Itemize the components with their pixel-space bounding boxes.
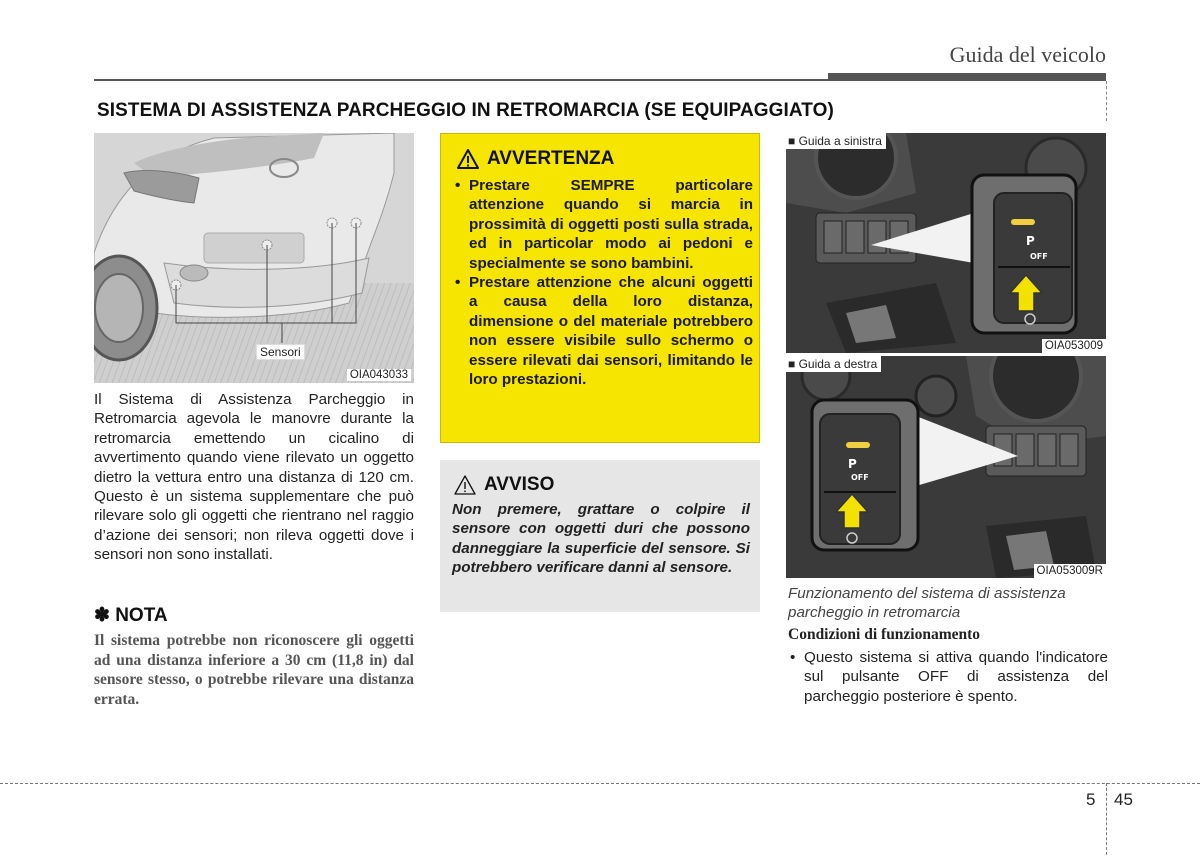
margin-guide-top <box>1106 81 1107 121</box>
warning-box <box>440 133 760 443</box>
conditions-item: • Questo sistema si attiva quando l'indicatore sul pulsante OFF di assistenza del parcheggio posteriore è spento. <box>788 648 1108 706</box>
warning-title-text: AVVERTENZA <box>487 148 615 169</box>
page-number: 45 <box>1114 790 1133 809</box>
note-title: ✽ NOTA <box>94 605 168 626</box>
warning-item: • Prestare attenzione che alcuni oggetti a causa della loro distanza, dimensione o del materiale potrebbero non essere visibile sullo schermo o essere rilevati dai sensori, limitando le loro prestazioni. <box>453 273 753 389</box>
intro-paragraph: Il Sistema di Assistenza Parcheggio in Retromarcia agevola le manovre durante la retromarcia emettendo un cicalino di avvertimento quando viene rilevato un oggetto dietro la vettura entro una distanza di 120 cm. Questo è un sistema supplementare che può rilevare solo gli oggetti che rientrano nel raggio d’azione dei sensori; non rileva oggetti dove i sensori non sono installati. <box>94 391 414 564</box>
figure-code: OIA053009 <box>1042 339 1106 353</box>
note-text: Il sistema potrebbe non riconoscere gli oggetti ad una distanza inferiore a 30 cm (11,8 in) dal sensore stesso, o potrebbe rilevare una distanza errata. <box>94 632 414 708</box>
svg-text:P: P <box>1026 234 1035 248</box>
dashboard-illustration-rhd <box>786 356 1106 578</box>
car-rear-illustration <box>94 133 414 383</box>
lhd-dashboard-photo <box>786 133 1106 353</box>
conditions-title: Condizioni di funzionamento <box>788 626 981 643</box>
dashboard-illustration-lhd <box>786 133 1106 353</box>
svg-text:P: P <box>848 457 857 471</box>
caution-triangle-icon <box>454 475 476 495</box>
warning-triangle-icon <box>457 149 479 169</box>
warning-item: • Prestare SEMPRE particolare attenzione quando si marcia in prossimità di oggetti posti sulla strada, ed in particolar modo ai pedoni e specialmente se sono bambini. <box>453 176 753 273</box>
rhd-dashboard-photo <box>786 356 1106 578</box>
notice-box <box>440 460 760 612</box>
off-button-text: OFF <box>851 473 869 482</box>
running-head: Guida del veicolo <box>949 42 1106 67</box>
sensors-label: Sensori <box>256 344 305 360</box>
warning-title <box>457 148 614 170</box>
header-rule-accent <box>828 73 1106 81</box>
notice-text: Non premere, grattare o colpire il sensore con oggetti duri che possono danneggiare la superficie del sensore. Si potrebbero verificare danni al sensore. <box>452 501 750 577</box>
off-button-text: OFF <box>1030 252 1048 261</box>
notice-title <box>454 474 554 496</box>
section-title: SISTEMA DI ASSISTENZA PARCHEGGIO IN RETROMARCIA (SE EQUIPAGGIATO) <box>97 100 834 121</box>
margin-guide-bottom <box>1106 783 1107 855</box>
figure-code: OIA043033 <box>347 369 411 381</box>
footer-rule <box>0 783 1200 784</box>
rhd-label: ■ Guida a destra <box>786 356 881 372</box>
chapter-number: 5 <box>1086 790 1096 809</box>
figure-code: OIA053009R <box>1034 564 1107 578</box>
header-rule <box>94 79 828 81</box>
rear-sensors-photo <box>94 133 414 383</box>
figure-caption: Funzionamento del sistema di assistenza parcheggio in retromarcia <box>788 585 1066 622</box>
warning-list <box>453 176 753 389</box>
notice-title-text: AVVISO <box>484 474 555 495</box>
conditions-list <box>788 648 1108 706</box>
lhd-label: ■ Guida a sinistra <box>786 133 886 149</box>
